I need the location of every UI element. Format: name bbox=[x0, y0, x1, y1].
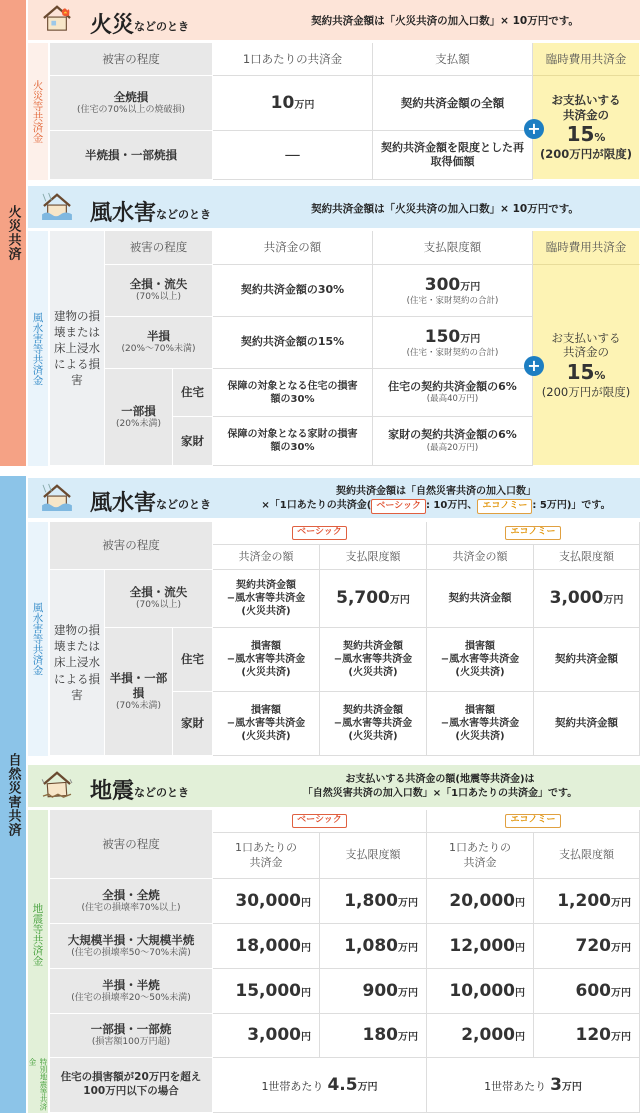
quake-b-col-limit: 支払限度額 bbox=[320, 833, 427, 879]
flood2-total-b-limit bbox=[320, 570, 427, 628]
fire-row-partial-amount: — bbox=[213, 131, 373, 180]
flood2-note-a: ×「1口あたりの共済金( bbox=[261, 500, 372, 511]
flood1-row-partial-name: 一部損 bbox=[121, 403, 156, 418]
quake-row-3-e2-val: 120 bbox=[575, 1025, 611, 1046]
flood1-total-limit-value: 300 bbox=[424, 274, 461, 295]
fire-row-total bbox=[50, 76, 213, 131]
flood1-row-total-limit bbox=[373, 265, 533, 317]
quake-title bbox=[90, 774, 189, 805]
fire-title-suffix: などのとき bbox=[134, 20, 190, 33]
flood1-benefit-label: 風水害等共済金 bbox=[28, 231, 48, 466]
flood1-extra-cell bbox=[533, 265, 640, 466]
quake-row-1-e2-val: 720 bbox=[575, 935, 611, 956]
flood2-b-col-amount: 共済金の額 bbox=[213, 545, 320, 570]
quake-row-0-e1-val: 20,000 bbox=[449, 890, 515, 911]
quake-benefit-label: 地震等共済金 bbox=[28, 810, 48, 1058]
quake-eco-head bbox=[427, 810, 640, 833]
flood2-row-total-name: 全損・流失 bbox=[129, 585, 188, 600]
fire-kyosai-label: 火災共済 bbox=[5, 205, 21, 261]
quake-row-0-b1-val: 30,000 bbox=[235, 890, 301, 911]
quake-row-2-b1 bbox=[213, 969, 320, 1014]
flood1-row-total-name: 全損・流失 bbox=[129, 277, 188, 292]
quake-row-0-e2-val: 1,200 bbox=[557, 890, 611, 911]
quake-special-basic-per: 1世帯あたり bbox=[261, 1080, 324, 1093]
flood-house-icon bbox=[40, 192, 74, 220]
quake-row-3-name: 一部損・一部焼 bbox=[90, 1022, 172, 1037]
flood2-e-col-amount: 共済金の額 bbox=[427, 545, 534, 570]
flood1-extra-pu: % bbox=[594, 368, 606, 382]
flood2-row-total bbox=[105, 570, 213, 628]
quake-row-0-e2-unit: 万円 bbox=[611, 897, 631, 909]
quake-row-2-e2-val: 600 bbox=[575, 980, 611, 1001]
quake-row-2 bbox=[50, 969, 213, 1014]
flood1-goods-limit-text: 家財の契約共済金額の6% bbox=[388, 428, 517, 442]
flood1-goods-limit bbox=[373, 417, 533, 466]
fire-row-total-name: 全焼損 bbox=[113, 89, 149, 104]
quake-e-col-amount: 1口あたりの共済金 bbox=[427, 833, 534, 879]
quake-row-3-b1 bbox=[213, 1014, 320, 1058]
quake-row-2-e1 bbox=[427, 969, 534, 1014]
quake-row-0-e2 bbox=[534, 879, 640, 924]
quake-special-name1: 住宅の損害額が20万円を超え bbox=[60, 1071, 202, 1084]
quake-row-2-e1-val: 10,000 bbox=[449, 980, 515, 1001]
quake-row-2-e2-unit: 万円 bbox=[611, 987, 631, 999]
fire-kyosai-benefit-label: 火災等共済金 bbox=[28, 43, 48, 180]
quake-row-0-e1 bbox=[427, 879, 534, 924]
flood1-goods-amount: 保障の対象となる家財の損害額の30% bbox=[213, 417, 373, 466]
flood1-group-text: 建物の損壊または床上浸水による損害 bbox=[54, 308, 100, 388]
flood2-row-house: 住宅 bbox=[173, 628, 213, 692]
flood1-row-half-amount: 契約共済金額の15% bbox=[213, 317, 373, 369]
fire-title-text: 火災 bbox=[90, 13, 135, 38]
quake-row-2-sub: (住宅の損壊率20〜50%未満) bbox=[71, 992, 191, 1003]
flood1-total-limit-sub: (住宅・家財契約の合計) bbox=[406, 296, 499, 307]
quake-row-1-b1 bbox=[213, 924, 320, 969]
flood1-col-amount: 共済金の額 bbox=[213, 231, 373, 265]
quake-row-1-b2-val: 1,080 bbox=[344, 935, 398, 956]
flood2-house-e-limit: 契約共済金額 bbox=[534, 628, 640, 692]
flood1-extra-l3: (200万円が限度) bbox=[541, 384, 631, 399]
fire-row-total-pay: 契約共済金額の全額 bbox=[373, 76, 533, 131]
fire-row-partial: 半焼損・一部焼損 bbox=[50, 131, 213, 180]
quake-row-0-sub: (住宅の損壊率70%以上) bbox=[81, 902, 181, 913]
quake-row-2-e2 bbox=[534, 969, 640, 1014]
flood1-title-text: 風水害 bbox=[90, 201, 157, 226]
flood1-note: 契約共済金額は「火災共済の加入口数」× 10万円です。 bbox=[311, 203, 579, 215]
quake-special-eco-unit: 万円 bbox=[561, 1082, 582, 1093]
fire-amount-value: 10 bbox=[270, 92, 295, 113]
quake-row-2-e1-unit: 円 bbox=[515, 987, 525, 999]
quake-row-0-b1 bbox=[213, 879, 320, 924]
flood2-house-e-amount: 損害額 −風水害等共済金 (火災共済) bbox=[427, 628, 534, 692]
quake-eco-badge: エコノミー bbox=[505, 814, 560, 828]
quake-row-3-b2 bbox=[320, 1014, 427, 1058]
quake-row-3-b1-val: 3,000 bbox=[247, 1025, 301, 1046]
quake-row-3-e2 bbox=[534, 1014, 640, 1058]
quake-row-3-e1 bbox=[427, 1014, 534, 1058]
quake-b-col-amount: 1口あたりの共済金 bbox=[213, 833, 320, 879]
quake-title-suffix: などのとき bbox=[134, 786, 190, 799]
flood2-group bbox=[50, 570, 105, 756]
flood2-col-damage: 被害の程度 bbox=[50, 522, 213, 570]
quake-row-0-b2-val: 1,800 bbox=[344, 890, 398, 911]
flood2-note-basic-badge: ベーシック bbox=[371, 499, 426, 514]
quake-row-1-b2 bbox=[320, 924, 427, 969]
quake-e-col-limit: 支払限度額 bbox=[534, 833, 640, 879]
flood1-row-half bbox=[105, 317, 213, 369]
quake-row-3-b1-unit: 円 bbox=[301, 1032, 311, 1044]
quake-row-1-e2 bbox=[534, 924, 640, 969]
flood1-house-limit-sub: (最高40万円) bbox=[426, 394, 479, 405]
flood1-half-limit-value: 150 bbox=[424, 326, 461, 347]
fire-row-total-amount bbox=[213, 76, 373, 131]
quake-row-2-b1-val: 15,000 bbox=[235, 980, 301, 1001]
flood1-half-limit-unit: 万円 bbox=[460, 333, 481, 345]
quake-row-2-b1-unit: 円 bbox=[301, 987, 311, 999]
flood2-note bbox=[236, 485, 636, 514]
fire-extra-l2: 共済金の bbox=[563, 107, 609, 122]
flood2-title bbox=[90, 486, 211, 517]
quake-row-2-b2-val: 900 bbox=[362, 980, 398, 1001]
quake-row-1-e1-val: 12,000 bbox=[449, 935, 515, 956]
flood1-row-half-name: 半損 bbox=[147, 329, 170, 344]
flood1-row-partial-house: 住宅 bbox=[173, 369, 213, 417]
flood1-row-total bbox=[105, 265, 213, 317]
quake-row-3-e1-unit: 円 bbox=[515, 1032, 525, 1044]
flood2-row-goods: 家財 bbox=[173, 692, 213, 756]
flood1-row-partial-goods: 家財 bbox=[173, 417, 213, 466]
flood1-goods-limit-sub: (最高20万円) bbox=[426, 442, 479, 453]
quake-row-1-e1 bbox=[427, 924, 534, 969]
flood1-house-amount: 保障の対象となる住宅の損害額の30% bbox=[213, 369, 373, 417]
fire-col-payment: 支払額 bbox=[373, 43, 533, 76]
flood2-e-col-limit: 支払限度額 bbox=[534, 545, 640, 570]
flood2-title-text: 風水害 bbox=[90, 491, 157, 516]
quake-row-0-e1-unit: 円 bbox=[515, 897, 525, 909]
flood2-goods-e-amount: 損害額 −風水害等共済金 (火災共済) bbox=[427, 692, 534, 756]
quake-row-3 bbox=[50, 1014, 213, 1058]
flood2-note-b: : 10万円、 bbox=[425, 500, 478, 511]
quake-note-line1: お支払いする共済金の額(地震等共済金)は bbox=[345, 774, 535, 785]
quake-special-basic-unit: 万円 bbox=[357, 1082, 378, 1093]
flood2-goods-e-limit: 契約共済金額 bbox=[534, 692, 640, 756]
quake-row-1-b1-val: 18,000 bbox=[235, 935, 301, 956]
fire-extra-pu: % bbox=[594, 131, 606, 145]
quake-special-eco-val: 3 bbox=[550, 1075, 562, 1095]
quake-special-basic bbox=[213, 1058, 427, 1113]
quake-basic-head bbox=[213, 810, 427, 833]
quake-row-1-name: 大規模半損・大規模半焼 bbox=[67, 932, 195, 947]
quake-row-0-name: 全損・全焼 bbox=[102, 887, 160, 902]
flood1-col-limit: 支払限度額 bbox=[373, 231, 533, 265]
quake-title-text: 地震 bbox=[90, 779, 135, 804]
fire-col-extra: 臨時費用共済金 bbox=[533, 43, 640, 76]
flood2-title-suffix: などのとき bbox=[156, 498, 212, 511]
flood1-extra-l1: お支払いする bbox=[551, 330, 621, 345]
flood1-row-total-sub: (70%以上) bbox=[135, 292, 182, 303]
flood2-eco-badge: エコノミー bbox=[505, 526, 560, 540]
flood2-basic-badge: ベーシック bbox=[292, 526, 347, 540]
flood2-note-c: : 5万円)」です。 bbox=[532, 500, 611, 511]
flood2-total-b-limit-value: 5,700 bbox=[336, 588, 390, 609]
quake-row-0-b2 bbox=[320, 879, 427, 924]
flood1-col-extra: 臨時費用共済金 bbox=[533, 231, 640, 265]
flood2-group-text: 建物の損壊または床上浸水による損害 bbox=[54, 623, 100, 702]
fire-title bbox=[90, 8, 189, 39]
flood2-note-line1: 契約共済金額は「自然災害共済の加入口数」 bbox=[336, 486, 536, 497]
flood1-row-partial-sub: (20%未満) bbox=[115, 418, 162, 429]
flood2-benefit-label: 風水害等共済金 bbox=[28, 522, 48, 756]
quake-col-damage: 被害の程度 bbox=[50, 810, 213, 879]
flood2-total-e-amount: 契約共済金額 bbox=[427, 570, 534, 628]
flood2-total-e-limit-unit: 万円 bbox=[603, 595, 624, 607]
fire-extra-l3: (200万円が限度) bbox=[539, 147, 633, 162]
flood2-goods-b-limit: 契約共済金額 −風水害等共済金 (火災共済) bbox=[320, 692, 427, 756]
flood1-house-limit-text: 住宅の契約共済金額の6% bbox=[388, 379, 517, 393]
flood1-title-suffix: などのとき bbox=[156, 208, 212, 221]
fire-amount-unit: 万円 bbox=[294, 99, 315, 111]
quake-row-0-b2-unit: 万円 bbox=[398, 897, 418, 909]
flood2-house-icon bbox=[40, 483, 74, 511]
quake-row-0-b1-unit: 円 bbox=[301, 897, 311, 909]
fire-house-icon bbox=[40, 4, 74, 32]
flood2-note-eco-badge: エコノミー bbox=[477, 499, 532, 514]
flood2-basic-head bbox=[213, 522, 427, 545]
flood2-total-b-limit-unit: 万円 bbox=[389, 595, 410, 607]
quake-row-2-b2-unit: 万円 bbox=[398, 987, 418, 999]
flood1-row-total-amount: 契約共済金額の30% bbox=[213, 265, 373, 317]
flood1-row-half-limit bbox=[373, 317, 533, 369]
fire-row-partial-pay: 契約共済金額を限度とした再取得価額 bbox=[373, 131, 533, 180]
fire-extra-pct: 15 bbox=[566, 122, 595, 147]
quake-special-eco-per: 1世帯あたり bbox=[484, 1080, 547, 1093]
flood1-plus-icon: + bbox=[524, 356, 544, 376]
flood1-col-damage: 被害の程度 bbox=[105, 231, 213, 265]
quake-row-1-e1-unit: 円 bbox=[515, 942, 525, 954]
fire-extra-l1: お支払いする bbox=[551, 93, 621, 108]
fire-col-per-unit: 1口あたりの共済金 bbox=[213, 43, 373, 76]
quake-row-1-e2-unit: 万円 bbox=[611, 942, 631, 954]
flood2-row-half-sub: (70%未満) bbox=[115, 700, 162, 711]
fire-row-total-sub: (住宅の70%以上の焼破損) bbox=[76, 104, 186, 115]
flood1-total-limit-unit: 万円 bbox=[460, 281, 481, 293]
quake-row-3-b2-val: 180 bbox=[362, 1025, 398, 1046]
fire-note: 契約共済金額は「火災共済の加入口数」× 10万円です。 bbox=[311, 15, 579, 27]
flood2-row-total-sub: (70%以上) bbox=[135, 600, 182, 611]
fire-kyosai-sidebar bbox=[0, 0, 26, 466]
quake-row-2-b2 bbox=[320, 969, 427, 1014]
flood2-total-e-limit bbox=[534, 570, 640, 628]
flood2-b-col-limit: 支払限度額 bbox=[320, 545, 427, 570]
flood2-total-e-limit-value: 3,000 bbox=[549, 588, 604, 609]
flood2-goods-b-amount: 損害額 −風水害等共済金 (火災共済) bbox=[213, 692, 320, 756]
fire-plus-icon: + bbox=[524, 119, 544, 139]
flood1-house-limit bbox=[373, 369, 533, 417]
quake-row-0 bbox=[50, 879, 213, 924]
flood2-row-half-name: 半損・一部損 bbox=[109, 670, 168, 700]
flood1-row-partial bbox=[105, 369, 173, 466]
flood2-house-b-amount: 損害額 −風水害等共済金 (火災共済) bbox=[213, 628, 320, 692]
flood1-half-limit-sub: (住宅・家財契約の合計) bbox=[406, 348, 499, 359]
quake-row-3-b2-unit: 万円 bbox=[398, 1032, 418, 1044]
quake-row-2-name: 半損・半焼 bbox=[102, 977, 160, 992]
flood2-total-b-amount: 契約共済金額 −風水害等共済金 (火災共済) bbox=[213, 570, 320, 628]
flood2-row-half bbox=[105, 628, 173, 756]
quake-row-3-e2-unit: 万円 bbox=[611, 1032, 631, 1044]
quake-special-name2: 100万円以下の場合 bbox=[83, 1085, 179, 1097]
flood1-row-half-sub: (20%〜70%未満) bbox=[121, 344, 196, 355]
quake-row-3-e1-val: 2,000 bbox=[461, 1025, 515, 1046]
natural-kyosai-sidebar bbox=[0, 476, 26, 1113]
flood1-extra-pct: 15 bbox=[566, 359, 595, 384]
fire-extra-cell bbox=[533, 76, 640, 180]
flood2-house-b-limit: 契約共済金額 −風水害等共済金 (火災共済) bbox=[320, 628, 427, 692]
fire-col-damage: 被害の程度 bbox=[50, 43, 213, 76]
flood1-title bbox=[90, 196, 211, 227]
quake-special-eco bbox=[427, 1058, 640, 1113]
quake-note-line2: 「自然災害共済の加入口数」×「1口あたりの共済金」です。 bbox=[302, 788, 578, 799]
quake-special-row bbox=[50, 1058, 213, 1113]
natural-kyosai-label: 自然災害共済 bbox=[5, 752, 21, 837]
quake-row-3-sub: (損害額100万円超) bbox=[91, 1037, 171, 1048]
quake-basic-badge: ベーシック bbox=[292, 814, 347, 828]
flood1-extra-l2: 共済金の bbox=[563, 345, 609, 360]
quake-row-1 bbox=[50, 924, 213, 969]
quake-row-1-b2-unit: 万円 bbox=[398, 942, 418, 954]
quake-row-1-b1-unit: 円 bbox=[301, 942, 311, 954]
flood2-eco-head bbox=[427, 522, 640, 545]
quake-note bbox=[250, 773, 630, 801]
flood1-group bbox=[50, 231, 105, 466]
quake-special-label: 特別地震等共済金 bbox=[28, 1058, 48, 1113]
quake-special-basic-val: 4.5 bbox=[327, 1075, 358, 1095]
quake-row-1-sub: (住宅の損壊率50〜70%未満) bbox=[71, 947, 191, 958]
quake-house-icon bbox=[40, 770, 74, 798]
